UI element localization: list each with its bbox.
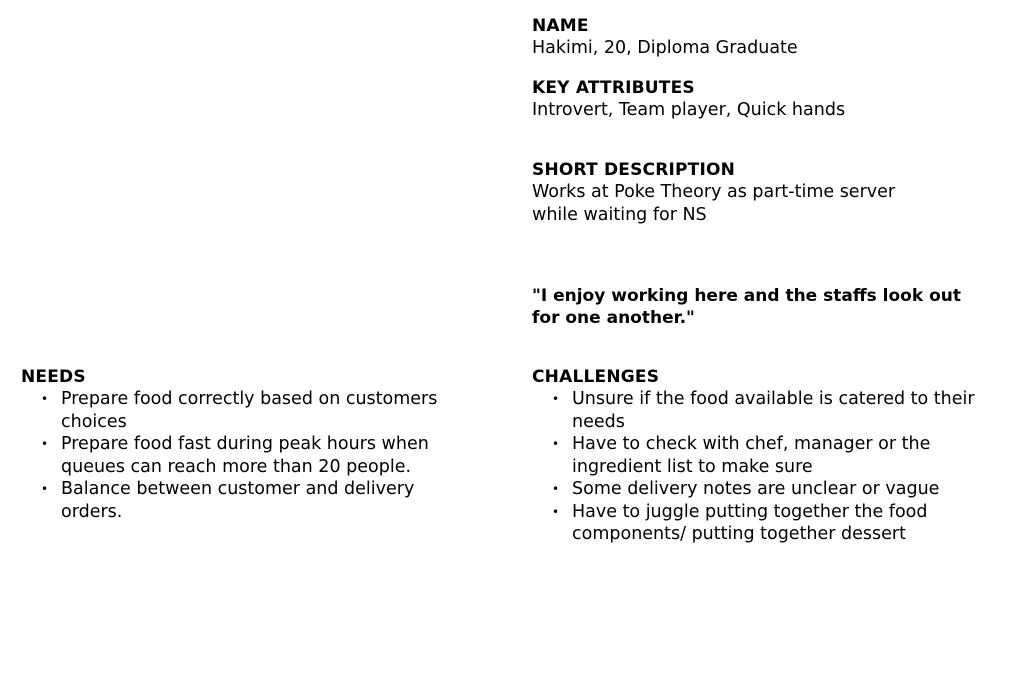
- key-attributes-value: Introvert, Team player, Quick hands: [532, 100, 846, 120]
- challenges-list-item: • Unsure if the food available is catered to their needs: [532, 388, 1002, 433]
- name-value: Hakimi, 20, Diploma Graduate: [532, 38, 798, 58]
- short-description-section: [532, 159, 1002, 226]
- challenges-list-item: • Have to juggle putting together the food components/ putting together dessert: [532, 501, 1002, 546]
- short-description-value: Works at Poke Theory as part-time server while waiting for NS: [532, 182, 896, 225]
- needs-section: [21, 366, 441, 523]
- persona-quote: "I enjoy working here and the staffs look out for one another.": [532, 286, 961, 328]
- name-section: [532, 15, 1002, 60]
- needs-list: [21, 388, 441, 523]
- key-attributes-section: [532, 77, 1002, 122]
- challenges-heading: CHALLENGES: [532, 367, 660, 387]
- needs-list-item: • Prepare food correctly based on customers choices: [21, 388, 441, 433]
- challenges-section: [532, 366, 1002, 546]
- challenges-list-item: • Have to check with chef, manager or the ingredient list to make sure: [532, 433, 1002, 478]
- needs-list-item: • Prepare food fast during peak hours when queues can reach more than 20 people.: [21, 433, 441, 478]
- challenges-list-item: • Some delivery notes are unclear or vague: [532, 478, 1002, 501]
- key-attributes-heading: KEY ATTRIBUTES: [532, 78, 695, 98]
- short-description-heading: SHORT DESCRIPTION: [532, 160, 736, 180]
- quote-section: [532, 285, 972, 329]
- challenges-list: [532, 388, 1002, 546]
- needs-heading: NEEDS: [21, 367, 86, 387]
- name-heading: NAME: [532, 16, 589, 36]
- needs-list-item: • Balance between customer and delivery orders.: [21, 478, 441, 523]
